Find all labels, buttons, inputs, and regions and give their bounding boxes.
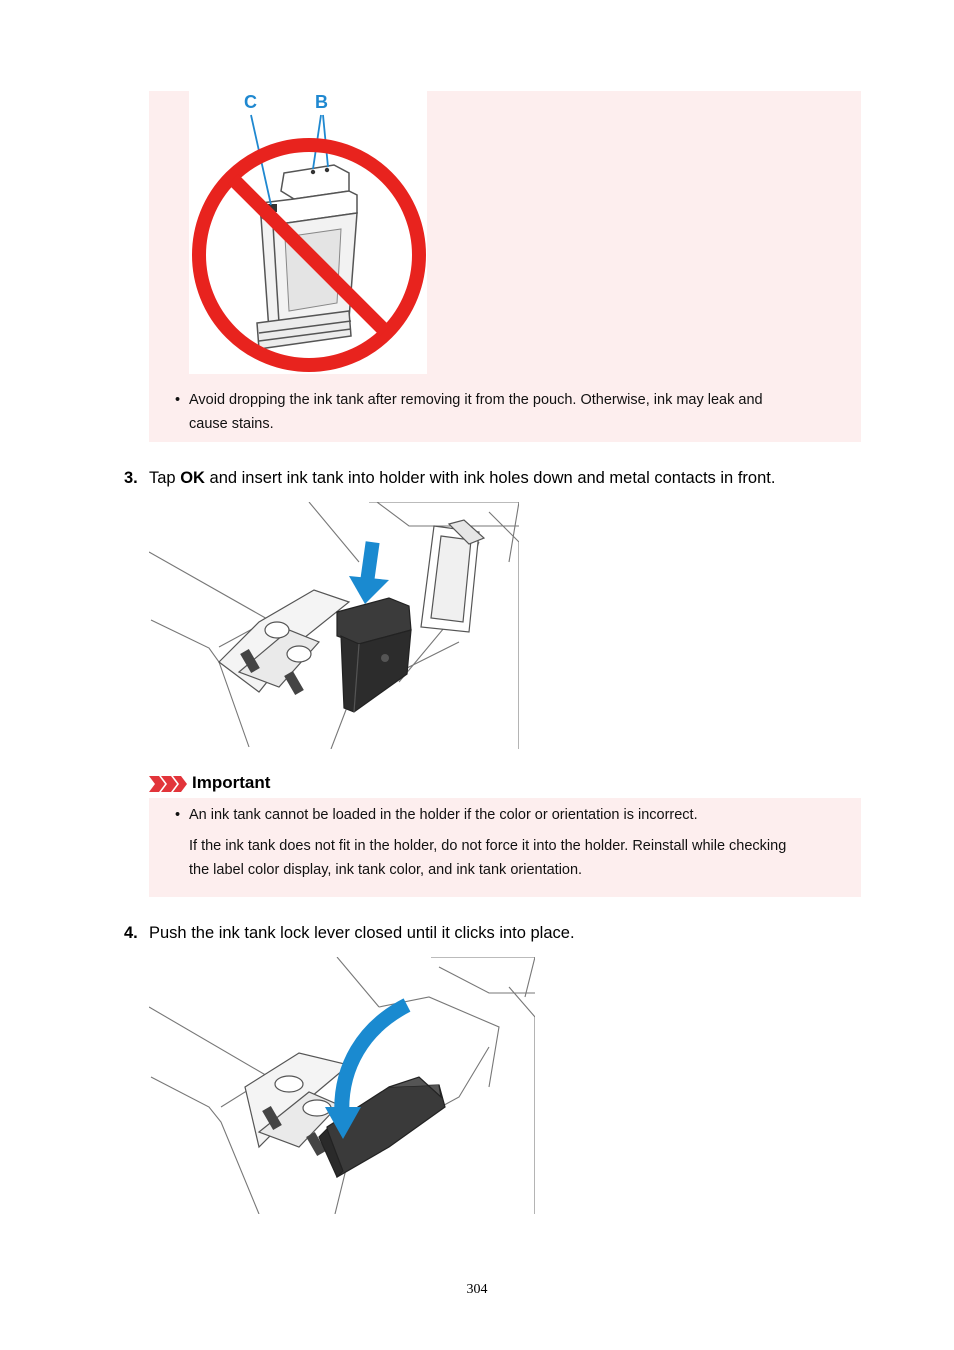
note-text-line-2: cause stains. <box>189 416 274 432</box>
page-number: 304 <box>466 1282 488 1297</box>
step-4 <box>124 922 864 944</box>
step-3-text-bold: OK <box>180 469 205 487</box>
important-line-1: An ink tank cannot be loaded in the holder if the color or orientation is incorrect. <box>189 807 698 823</box>
important-chevrons-icon <box>149 776 189 792</box>
step-3-text-pre: Tap <box>149 469 181 487</box>
important-line-2: If the ink tank does not fit in the holder, do not force it into the holder. Reinstall while checking <box>189 838 787 854</box>
important-title: Important <box>192 773 271 792</box>
step-3-text-post: and insert ink tank into holder with ink holes down and metal contacts in front. <box>204 469 776 487</box>
close-lever-illustration <box>149 957 535 1214</box>
bullet-mark: • <box>175 807 181 823</box>
label-b: B <box>315 92 328 112</box>
important-line-3: the label color display, ink tank color, and ink tank orientation. <box>189 862 583 878</box>
label-c: C <box>244 92 257 112</box>
note-text-line-1: Avoid dropping the ink tank after removing it from the pouch. Otherwise, ink may leak and <box>189 392 763 408</box>
important-bullet-item <box>175 803 855 882</box>
close-lever-figure <box>149 957 535 1214</box>
insert-ink-tank-illustration <box>149 502 519 749</box>
step-4-number: 4. <box>124 924 138 942</box>
note-box-avoid-dropping <box>149 91 861 442</box>
ink-tank-prohibited-illustration <box>189 91 427 374</box>
insert-ink-tank-figure <box>149 502 519 749</box>
step-3 <box>124 467 864 489</box>
prohibition-figure <box>189 91 427 374</box>
bullet-mark: • <box>175 392 181 408</box>
important-box <box>149 798 861 897</box>
step-4-text: Push the ink tank lock lever closed until it clicks into place. <box>149 924 575 942</box>
note-bullet-item <box>175 388 855 436</box>
step-3-number: 3. <box>124 469 138 487</box>
